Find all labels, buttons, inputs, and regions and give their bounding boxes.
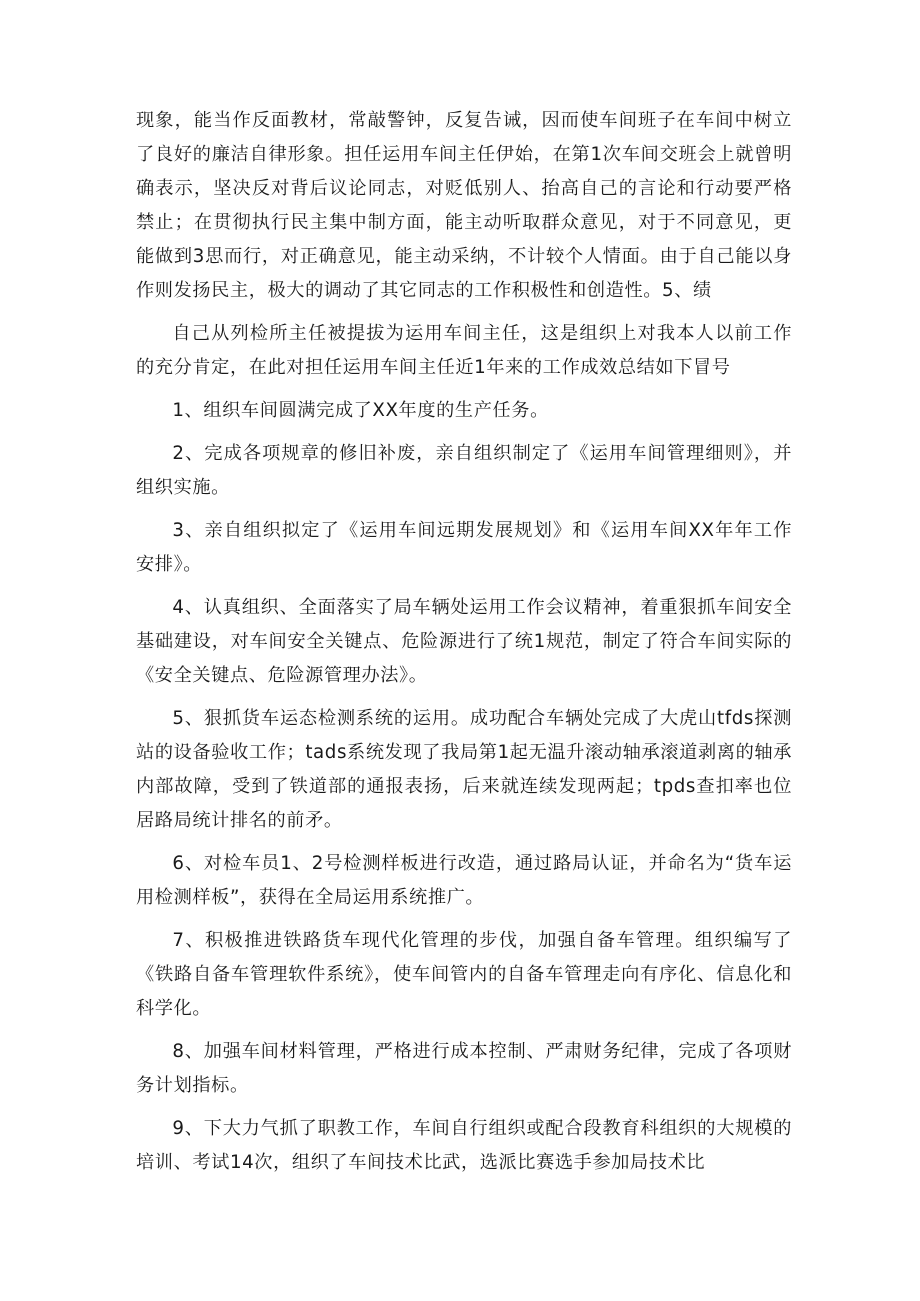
list-item-3: 3、亲自组织拟定了《运用车间远期发展规划》和《运用车间XX年年工作安排》。 (136, 520, 792, 575)
list-item-9: 9、下大力气抓了职教工作，车间自行组织或配合段教育科组织的大规模的培训、考试14次，组织了车间技术比武，选派比赛选手参加局技术比 (136, 1118, 792, 1173)
document-body (136, 104, 792, 1189)
list-item-8: 8、加强车间材料管理，严格进行成本控制、严肃财务纪律，完成了各项财务计划指标。 (136, 1041, 792, 1096)
paragraph-summary-intro: 自己从列检所主任被提拔为运用车间主任，这是组织上对我本人以前工作的充分肯定，在此对担任运用车间主任近1年来的工作成效总结如下冒号 (136, 323, 792, 378)
list-item-5: 5、狠抓货车运态检测系统的运用。成功配合车辆处完成了大虎山tfds探测站的设备验收工作；tads系统发现了我局第1起无温升滚动轴承滚道剥离的轴承内部故障，受到了铁道部的通报表扬，后来就连续发现两起；tpds查扣率也位居路局统计排名的前矛。 (136, 708, 792, 831)
list-item-4: 4、认真组织、全面落实了局车辆处运用工作会议精神，着重狠抓车间安全基础建设，对车间安全关键点、危险源进行了统1规范，制定了符合车间实际的《安全关键点、危险源管理办法》。 (136, 597, 792, 686)
list-item-7: 7、积极推进铁路货车现代化管理的步伐，加强自备车管理。组织编写了《铁路自备车管理软件系统》，使车间管内的自备车管理走向有序化、信息化和科学化。 (136, 930, 792, 1019)
list-item-1: 1、组织车间圆满完成了XX年度的生产任务。 (172, 400, 549, 421)
paragraph-continuation: 现象，能当作反面教材，常敲警钟，反复告诫，因而使车间班子在车间中树立了良好的廉洁自律形象。担任运用车间主任伊始，在第1次车间交班会上就曾明确表示，坚决反对背后议论同志，对贬低别人、抬高自己的言论和行动要严格禁止；在贯彻执行民主集中制方面，能主动听取群众意见，对于不同意见，更能做到3思而行，对正确意见，能主动采纳，不计较个人情面。由于自己能以身作则发扬民主，极大的调动了其它同志的工作积极性和创造性。5、绩 (136, 110, 792, 301)
list-item-2: 2、完成各项规章的修旧补废，亲自组织制定了《运用车间管理细则》，并组织实施。 (136, 443, 792, 498)
list-item-6: 6、对检车员1、2号检测样板进行改造，通过路局认证，并命名为“货车运用检测样板”，获得在全局运用系统推广。 (136, 853, 792, 908)
